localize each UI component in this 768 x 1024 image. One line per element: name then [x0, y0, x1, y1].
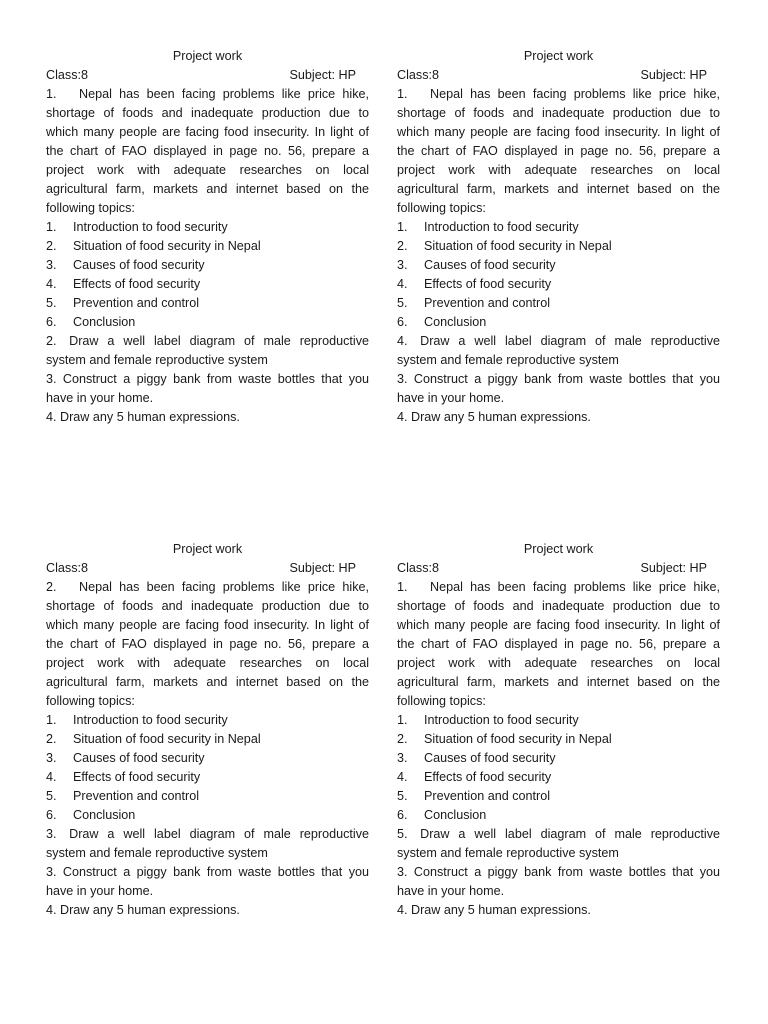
- topic-number: 2.: [397, 732, 408, 746]
- topic-item: [46, 768, 369, 787]
- topic-number: 5.: [397, 296, 408, 310]
- topic-number: 4.: [46, 277, 57, 291]
- topic-text: Prevention and control: [424, 296, 551, 310]
- topic-text: Effects of food security: [73, 770, 201, 784]
- topic-item: [46, 711, 369, 730]
- topic-item: [46, 806, 369, 825]
- topic-text: Situation of food security in Nepal: [73, 239, 261, 253]
- topic-item: [397, 749, 720, 768]
- question-2: 2. Draw a well label diagram of male reproductive system and female reproductive system: [46, 334, 369, 367]
- topic-text: Conclusion: [424, 808, 487, 822]
- topic-text: Causes of food security: [73, 751, 205, 765]
- topic-item: [397, 275, 720, 294]
- class-label: Class:8: [46, 561, 88, 575]
- subject-label: Subject: HP: [640, 561, 707, 575]
- topic-number: 5.: [46, 296, 57, 310]
- topic-item: [46, 275, 369, 294]
- topic-number: 4.: [397, 770, 408, 784]
- topic-number: 1.: [397, 220, 408, 234]
- topic-text: Causes of food security: [73, 258, 205, 272]
- question-1: [397, 85, 720, 218]
- topic-number: 4.: [397, 277, 408, 291]
- topic-item: [46, 313, 369, 332]
- question-1-text: Nepal has been facing problems like price hike, shortage of foods and inadequate production due to which many people are facing food insecurity. In light of the chart of FAO displayed in page no. 56, prepare a project work with adequate researches on local agricultural farm, markets and internet based on the following topics:: [397, 580, 720, 708]
- project-card-3: [46, 540, 369, 920]
- topic-text: Effects of food security: [424, 277, 552, 291]
- topic-number: 1.: [397, 713, 408, 727]
- question-4: 4. Draw any 5 human expressions.: [46, 903, 240, 917]
- question-3: 3. Construct a piggy bank from waste bottles that you have in your home.: [46, 865, 369, 898]
- topic-item: [397, 218, 720, 237]
- topic-number: 3.: [46, 751, 57, 765]
- topic-item: [397, 806, 720, 825]
- topic-text: Introduction to food security: [73, 713, 228, 727]
- topic-number: 1.: [46, 713, 57, 727]
- topic-item: [46, 730, 369, 749]
- topic-text: Situation of food security in Nepal: [424, 732, 612, 746]
- question-2: 4. Draw a well label diagram of male reproductive system and female reproductive system: [397, 334, 720, 367]
- question-4: 4. Draw any 5 human expressions.: [46, 410, 240, 424]
- topic-item: [46, 256, 369, 275]
- topic-text: Prevention and control: [73, 296, 200, 310]
- topic-item: [397, 313, 720, 332]
- question-3: 3. Construct a piggy bank from waste bottles that you have in your home.: [397, 865, 720, 898]
- card-title: Project work: [172, 542, 243, 556]
- topic-text: Causes of food security: [424, 751, 556, 765]
- topic-number: 5.: [46, 789, 57, 803]
- question-2: 3. Draw a well label diagram of male reproductive system and female reproductive system: [46, 827, 369, 860]
- topic-text: Introduction to food security: [424, 220, 579, 234]
- question-1-number: 1.: [397, 87, 408, 101]
- project-card-1: [46, 47, 369, 427]
- question-1: [46, 85, 369, 218]
- question-1-number: 1.: [397, 580, 408, 594]
- topic-text: Situation of food security in Nepal: [424, 239, 612, 253]
- topic-number: 3.: [397, 258, 408, 272]
- topic-number: 5.: [397, 789, 408, 803]
- topic-list: [397, 218, 720, 332]
- question-1: [46, 578, 369, 711]
- topic-item: [46, 218, 369, 237]
- topic-number: 3.: [397, 751, 408, 765]
- topic-text: Effects of food security: [73, 277, 201, 291]
- topic-number: 2.: [46, 239, 57, 253]
- topic-item: [46, 787, 369, 806]
- question-3: 3. Construct a piggy bank from waste bottles that you have in your home.: [397, 372, 720, 405]
- project-card-4: [397, 540, 720, 920]
- topic-item: [397, 256, 720, 275]
- question-1: [397, 578, 720, 711]
- question-4: 4. Draw any 5 human expressions.: [397, 903, 591, 917]
- topic-item: [397, 787, 720, 806]
- class-label: Class:8: [397, 561, 439, 575]
- question-1-text: Nepal has been facing problems like price hike, shortage of foods and inadequate production due to which many people are facing food insecurity. In light of the chart of FAO displayed in page no. 56, prepare a project work with adequate researches on local agricultural farm, markets and internet based on the following topics:: [397, 87, 720, 215]
- question-3: 3. Construct a piggy bank from waste bottles that you have in your home.: [46, 372, 369, 405]
- topic-item: [46, 749, 369, 768]
- subject-label: Subject: HP: [289, 68, 356, 82]
- topic-number: 2.: [46, 732, 57, 746]
- topic-list: [46, 218, 369, 332]
- topic-item: [46, 294, 369, 313]
- topic-text: Introduction to food security: [424, 713, 579, 727]
- topic-text: Prevention and control: [424, 789, 551, 803]
- topic-text: Effects of food security: [424, 770, 552, 784]
- card-meta: [46, 559, 369, 578]
- question-4: 4. Draw any 5 human expressions.: [397, 410, 591, 424]
- project-card-2: [397, 47, 720, 427]
- card-title: Project work: [523, 49, 594, 63]
- topic-number: 3.: [46, 258, 57, 272]
- question-1-text: Nepal has been facing problems like price hike, shortage of foods and inadequate production due to which many people are facing food insecurity. In light of the chart of FAO displayed in page no. 56, prepare a project work with adequate researches on local agricultural farm, markets and internet based on the following topics:: [46, 87, 369, 215]
- topic-item: [397, 237, 720, 256]
- card-meta: [46, 66, 369, 85]
- topic-item: [397, 730, 720, 749]
- topic-list: [397, 711, 720, 825]
- topic-text: Conclusion: [73, 808, 136, 822]
- topic-text: Introduction to food security: [73, 220, 228, 234]
- topic-number: 6.: [46, 808, 57, 822]
- topic-number: 1.: [46, 220, 57, 234]
- topic-number: 2.: [397, 239, 408, 253]
- topic-text: Situation of food security in Nepal: [73, 732, 261, 746]
- question-1-text: Nepal has been facing problems like price hike, shortage of foods and inadequate production due to which many people are facing food insecurity. In light of the chart of FAO displayed in page no. 56, prepare a project work with adequate researches on local agricultural farm, markets and internet based on the following topics:: [46, 580, 369, 708]
- topic-item: [46, 237, 369, 256]
- subject-label: Subject: HP: [640, 68, 707, 82]
- topic-text: Prevention and control: [73, 789, 200, 803]
- question-2: 5. Draw a well label diagram of male reproductive system and female reproductive system: [397, 827, 720, 860]
- question-1-number: 2.: [46, 580, 57, 594]
- topic-number: 4.: [46, 770, 57, 784]
- card-title: Project work: [172, 49, 243, 63]
- topic-item: [397, 294, 720, 313]
- topic-list: [46, 711, 369, 825]
- topic-item: [397, 768, 720, 787]
- class-label: Class:8: [397, 68, 439, 82]
- card-meta: [397, 66, 720, 85]
- question-1-number: 1.: [46, 87, 57, 101]
- card-meta: [397, 559, 720, 578]
- topic-number: 6.: [397, 315, 408, 329]
- subject-label: Subject: HP: [289, 561, 356, 575]
- topic-text: Conclusion: [424, 315, 487, 329]
- topic-number: 6.: [397, 808, 408, 822]
- topic-text: Causes of food security: [424, 258, 556, 272]
- topic-item: [397, 711, 720, 730]
- topic-number: 6.: [46, 315, 57, 329]
- topic-text: Conclusion: [73, 315, 136, 329]
- class-label: Class:8: [46, 68, 88, 82]
- card-title: Project work: [523, 542, 594, 556]
